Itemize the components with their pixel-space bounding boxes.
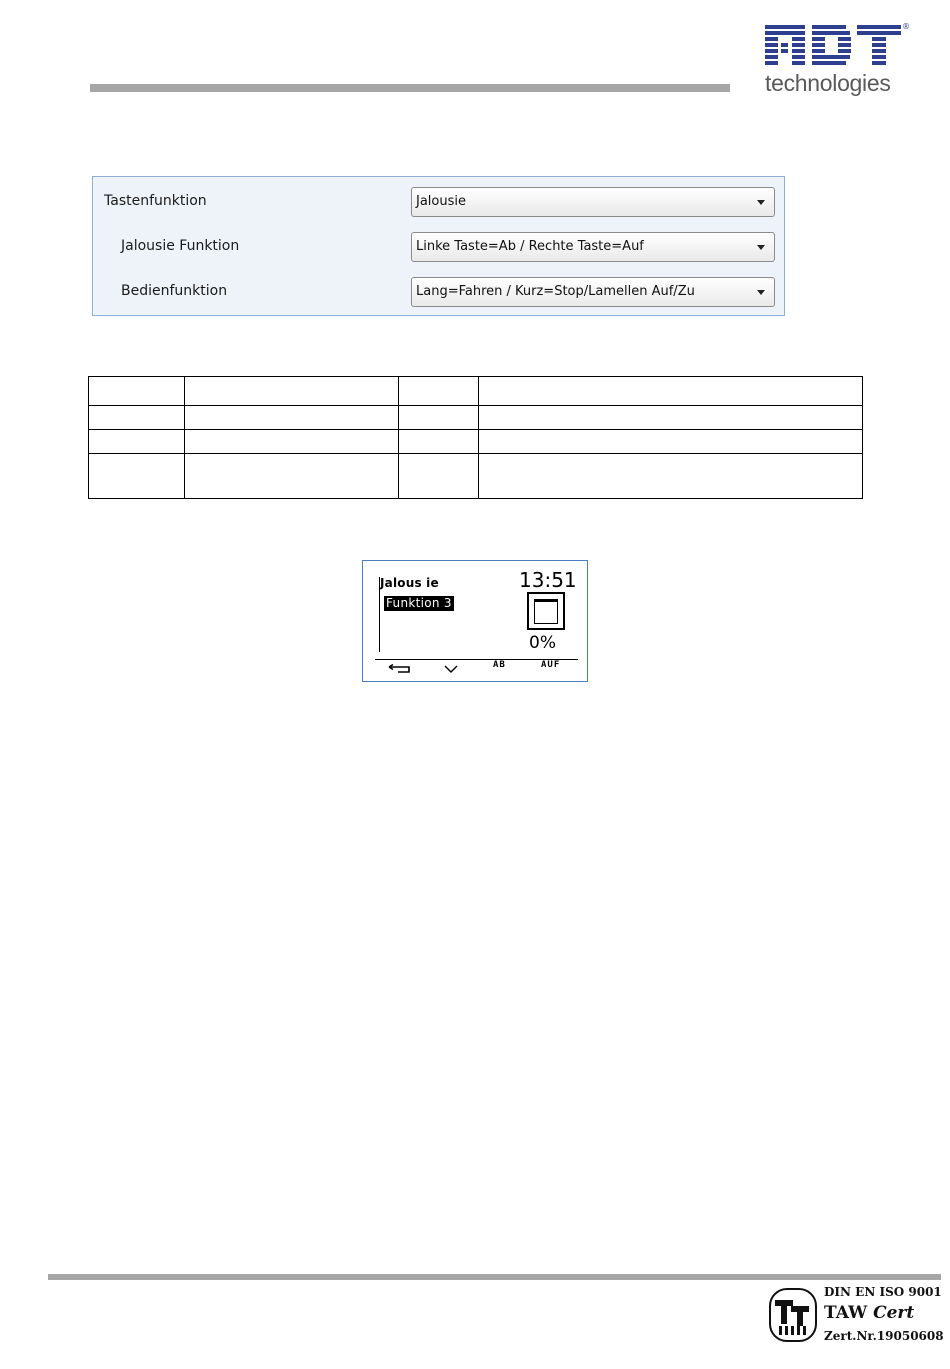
dropdown-arrow-icon [757,290,765,295]
dropdown-arrow-icon [757,245,765,250]
jalousie-funktion-select[interactable] [411,232,775,262]
table-cell [399,430,479,454]
table-cell [479,406,863,430]
lcd-display [362,560,588,682]
param-label-jalousie-funktion: Jalousie Funktion [121,238,240,254]
table-cell [89,454,185,499]
header-divider [90,84,730,92]
softkey-auf[interactable]: AUF [541,660,561,670]
blind-slat [534,599,558,602]
table-row [89,454,863,499]
bedienfunktion-select[interactable] [411,277,775,307]
cert-body-suffix: Cert [873,1303,915,1323]
table-cell [479,454,863,499]
blind-icon [527,592,565,630]
lcd-title: Jalous ie [380,576,439,590]
param-label-bedienfunktion: Bedienfunktion [121,283,228,299]
param-label-tastenfunktion: Tastenfunktion [104,193,207,209]
jalousie-funktion-value: Linke Taste=Ab / Rechte Taste=Auf [416,239,644,254]
tastenfunktion-select[interactable] [411,187,775,217]
cert-body-name: TAW [824,1303,868,1323]
bedienfunktion-value: Lang=Fahren / Kurz=Stop/Lamellen Auf/Zu [416,284,695,299]
table-cell [89,430,185,454]
table-cell [185,377,399,406]
table-row [89,406,863,430]
blind-window [534,599,558,624]
table-cell [399,454,479,499]
table-cell [89,406,185,430]
lcd-position: 0% [529,633,556,653]
table-row [89,377,863,406]
taw-cert-logo-icon [769,1288,817,1342]
table-cell [479,430,863,454]
table-cell [185,454,399,499]
lcd-selected-item: Funktion 3 [386,596,452,610]
parameter-panel [92,176,785,316]
cert-body [824,1303,914,1323]
cert-number: Zert.Nr.19050608 [824,1329,944,1343]
lcd-time: 13:51 [519,568,577,592]
logo-tagline: technologies [765,70,891,96]
table-cell [185,406,399,430]
softkey-ab[interactable]: AB [493,660,506,670]
table-row [89,430,863,454]
object-table [88,376,863,499]
table-cell [89,377,185,406]
tastenfunktion-value: Jalousie [416,194,466,209]
table-cell [185,430,399,454]
cert-standard: DIN EN ISO 9001 [824,1285,942,1299]
chevron-down-icon[interactable] [444,665,458,673]
table-cell [399,377,479,406]
footer-divider [48,1274,941,1280]
registered-mark: ® [902,22,910,31]
back-icon[interactable] [388,664,410,674]
table-cell [479,377,863,406]
table-cell [399,406,479,430]
dropdown-arrow-icon [757,200,765,205]
